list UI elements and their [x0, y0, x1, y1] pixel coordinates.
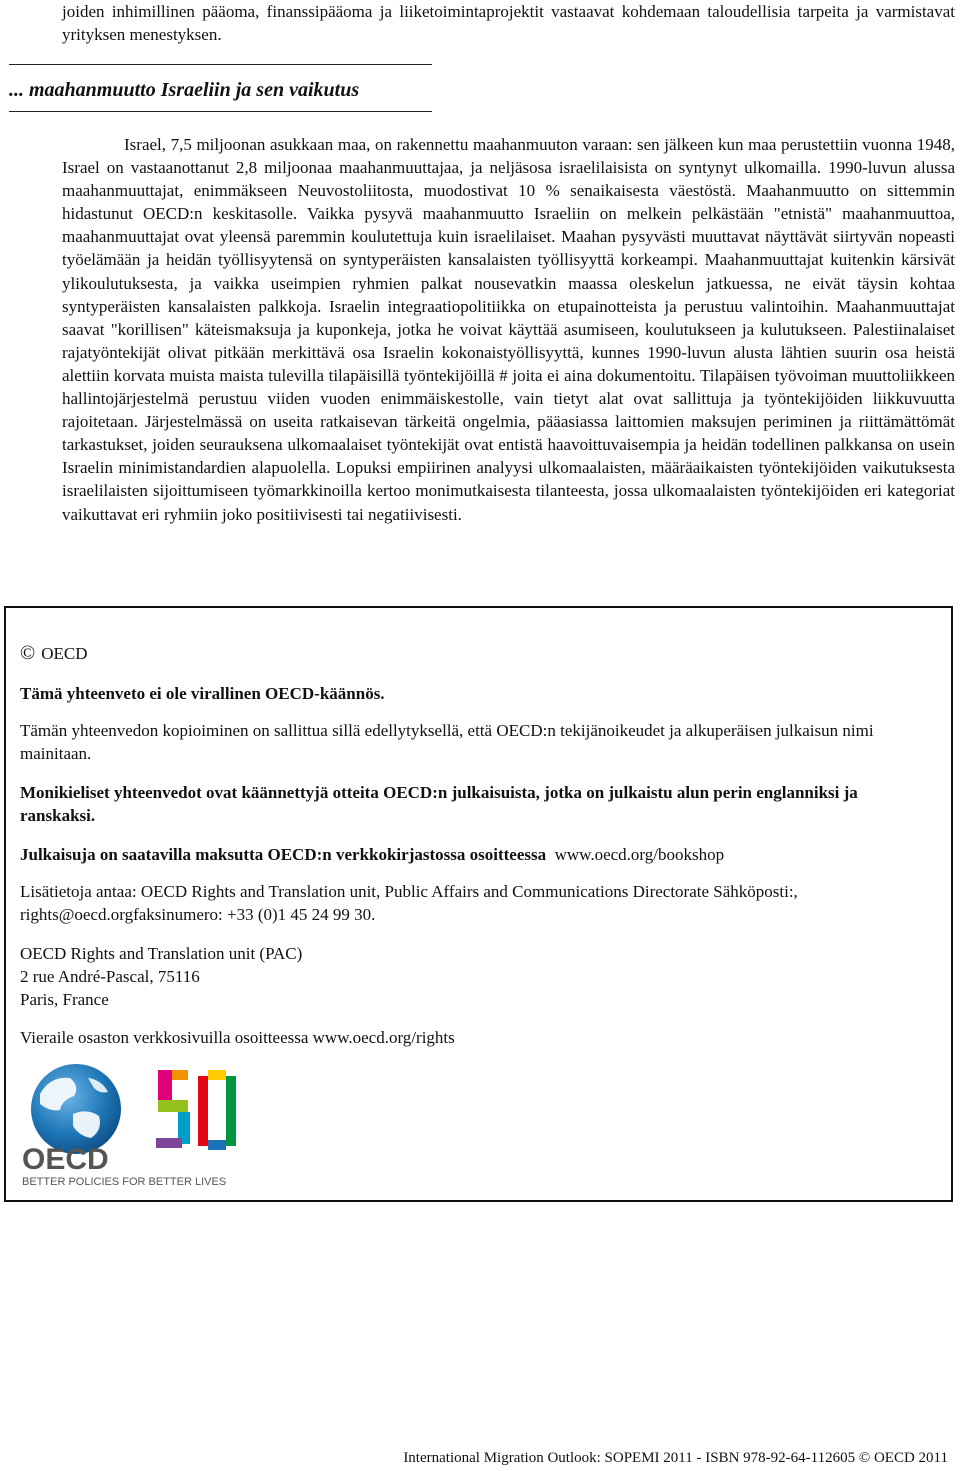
contact-info: Lisätietoja antaa: OECD Rights and Translation unit, Public Affairs and Communications Directorate Sähköposti:, rights@oecd.orgfaksinumero: +33 (0)1 45 24 99 30.: [20, 882, 798, 924]
copying-notice: Tämän yhteenvedon kopioiminen on sallittua sillä edellytyksellä, että OECD:n tekijänoikeudet ja alkuperäisen julkaisun nimi mainitaan.: [20, 721, 874, 763]
intro-paragraph: joiden inhimillinen pääoma, finanssipääoma ja liiketoimintaprojektit vastaavat kohdemaan taloudellisia tarpeita ja varmistavat yrityksen menestyksen.: [62, 2, 955, 44]
copyright-text: OECD: [41, 644, 88, 663]
oecd-50-logo: [18, 1064, 253, 1189]
logo-wordmark: OECD: [22, 1143, 109, 1176]
section-top-rule: [9, 64, 432, 65]
bookshop-link[interactable]: www.oecd.org/bookshop: [554, 845, 725, 864]
copyright-icon: ©: [20, 642, 36, 664]
logo-tagline: BETTER POLICIES FOR BETTER LIVES: [22, 1176, 227, 1188]
section-title: ... maahanmuutto Israeliin ja sen vaikutus: [9, 79, 360, 101]
address-line-2: 2 rue André-Pascal, 75116: [20, 967, 200, 986]
section-body: Israel, 7,5 miljoonan asukkaan maa, on rakennettu maahanmuuton varaan: sen jälkeen kun maa perustettiin vuonna 1948, Israel on vastaanottanut 2,8 miljoonaa maahanmuuttajaa, ja neljäsosa israelilaisista on syntynyt ulkomailla. 1990-luvun alussa maahanmuuttajat, enimmäkseen Neuvostoliitosta, muodostivat 10 % senaikaisesta väestöstä. Maahanmuutto on sittemmin hidastunut OECD:n keskitasolle. Vaikka pysyvä maahanmuutto Israeliin on melkein pelkästään "etnistä" maahanmuuttoa, maahanmuuttajat ovat yleensä paremmin koulutettuja kuin israelilaiset. Maahan pysyvästi muuttavat näyttävät siirtyvän nopeasti työelämään ja heidän työllisyytensä on syntyperäisten kansalaisten työllisyyttä korkeampi. Maahanmuuttajat kuitenkin kärsivät ylikoulutuksesta, ja vaikka useimpien ryhmien palkat nousevatkin maassa oleskelun jatkuessa, ne eivät täysin kohtaa syntyperäisten kansalaisten palkkoja. Israelin integraatiopolitiikka on etupainotteista ja perustuu valintoihin. Maahanmuuttajat saavat "korillisen" käteismaksuja ja kuponkeja, jotka he voivat käyttää asumiseen, koulutukseen ja kulutukseen. Palestiinalaiset rajatyöntekijät olivat pitkään merkittävä osa Israelin kokonaistyöllisyyttä, kunnes 1990-luvun alusta lähtien suurin osa heistä alettiin korvata muista maista tulevilla tilapäisillä työntekijöillä # joita ei aina dokumentoitu. Tilapäisen työvoiman muuttoliikkeen hallintojärjestelmä perustuu viiden vuoden enimmäiskestolle, vain tietyt alat ovat sallittuja ja työntekijöiden liikkuvuutta rajoitetaan. Järjestelmässä on useita ratkaisevan tärkeitä ongelmia, pääasiassa laittomien maksujen periminen ja riittämättömät tarkastukset, joiden seurauksena ulkomaalaiset työntekijät ovat entistä haavoittuvaisempia ja heidän todellinen palkkansa on usein Israelin minimistandardien alapuolella. Lopuksi empiirinen analyysi ulkomaalaisten, määräaikaisten työntekijöiden vaikutuksesta israelilaisten sijoittumiseen työmarkkinoilla kertoo monimutkaisesta tilanteesta, jossa ulkomaalaisten työntekijöiden eri kategoriat vaikuttavat eri ryhmiin joko positiivisesti tai negatiivisesti.: [62, 135, 955, 524]
number-50-icon: [156, 1070, 236, 1150]
oecd-info-box: [4, 606, 953, 1202]
visit-website-line: Vieraile osaston verkkosivuilla osoitteessa www.oecd.org/rights: [20, 1028, 455, 1047]
address-line-3: Paris, France: [20, 990, 109, 1009]
section-bottom-rule: [9, 111, 432, 112]
publications-line: [20, 843, 935, 866]
globe-icon: [31, 1064, 121, 1154]
footer-citation: International Migration Outlook: SOPEMI 2011 - ISBN 978-92-64-112605 © OECD 2011: [403, 1450, 948, 1466]
not-official-notice: Tämä yhteenveto ei ole virallinen OECD-käännös.: [20, 684, 385, 703]
multilingual-notice: Monikieliset yhteenvedot ovat käännettyjä otteita OECD:n julkaisuista, jotka on julkaistu alun perin englanniksi ja ranskaksi.: [20, 783, 858, 825]
address-line-1: OECD Rights and Translation unit (PAC): [20, 944, 303, 963]
copyright-line: [20, 642, 935, 665]
publications-label: Julkaisuja on saatavilla maksutta OECD:n verkkokirjastossa osoitteessa: [20, 845, 547, 864]
